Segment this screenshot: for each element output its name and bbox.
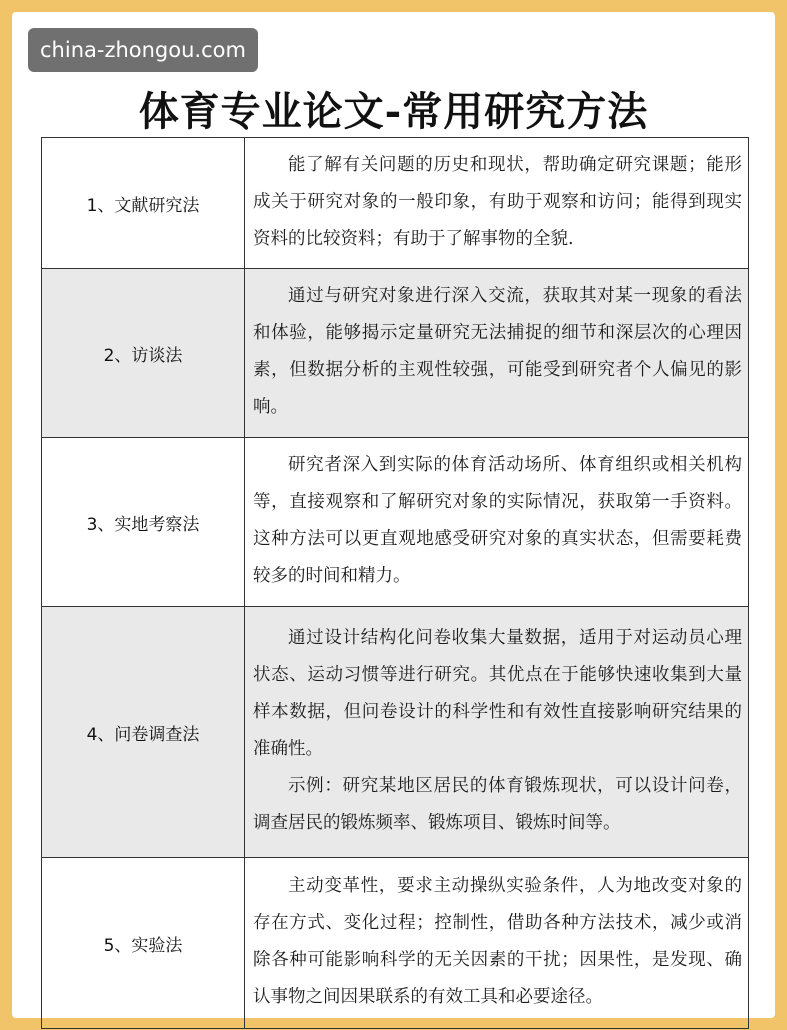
method-name: 2、访谈法: [42, 269, 245, 438]
table-row: [42, 607, 749, 858]
method-name: 3、实地考察法: [42, 438, 245, 607]
description-paragraph: 通过设计结构化问卷收集大量数据，适用于对运动员心理状态、运动习惯等进行研究。其优点在于能够快速收集到大量样本数据，但问卷设计的科学性和有效性直接影响研究结果的准确性。: [253, 628, 742, 759]
description-paragraph: 研究者深入到实际的体育活动场所、体育组织或相关机构等，直接观察和了解研究对象的实际情况，获取第一手资料。这种方法可以更直观地感受研究对象的真实状态，但需要耗费较多的时间和精力。: [253, 455, 742, 586]
method-description: [245, 607, 749, 858]
description-paragraph: 能了解有关问题的历史和现状，帮助确定研究课题；能形成关于研究对象的一般印象，有助于观察和访问；能得到现实资料的比较资料；有助于了解事物的全貌.: [253, 154, 742, 249]
methods-table: [41, 137, 749, 1029]
table-row: [42, 269, 749, 438]
method-description: [245, 269, 749, 438]
method-name: 1、文献研究法: [42, 138, 245, 269]
table-row: [42, 138, 749, 269]
example-paragraph: 示例：研究某地区居民的体育锻炼现状，可以设计问卷，调查居民的锻炼频率、锻炼项目、锻炼时间等。: [253, 776, 742, 833]
watermark: china-zhongou.com: [28, 28, 258, 72]
page-title: 体育专业论文-常用研究方法: [138, 88, 649, 135]
method-name: 4、问卷调查法: [42, 607, 245, 858]
method-description: [245, 858, 749, 1029]
method-description: [245, 138, 749, 269]
method-description: [245, 438, 749, 607]
table-row: [42, 858, 749, 1029]
table-row: [42, 438, 749, 607]
description-paragraph: 主动变革性，要求主动操纵实验条件，人为地改变对象的存在方式、变化过程；控制性，借助各种方法技术，减少或消除各种可能影响科学的无关因素的干扰；因果性，是发现、确认事物之间因果联系的有效工具和必要途径。: [253, 876, 742, 1007]
description-paragraph: 通过与研究对象进行深入交流，获取其对某一现象的看法和体验，能够揭示定量研究无法捕捉的细节和深层次的心理因素，但数据分析的主观性较强，可能受到研究者个人偏见的影响。: [253, 286, 742, 417]
method-name: 5、实验法: [42, 858, 245, 1029]
